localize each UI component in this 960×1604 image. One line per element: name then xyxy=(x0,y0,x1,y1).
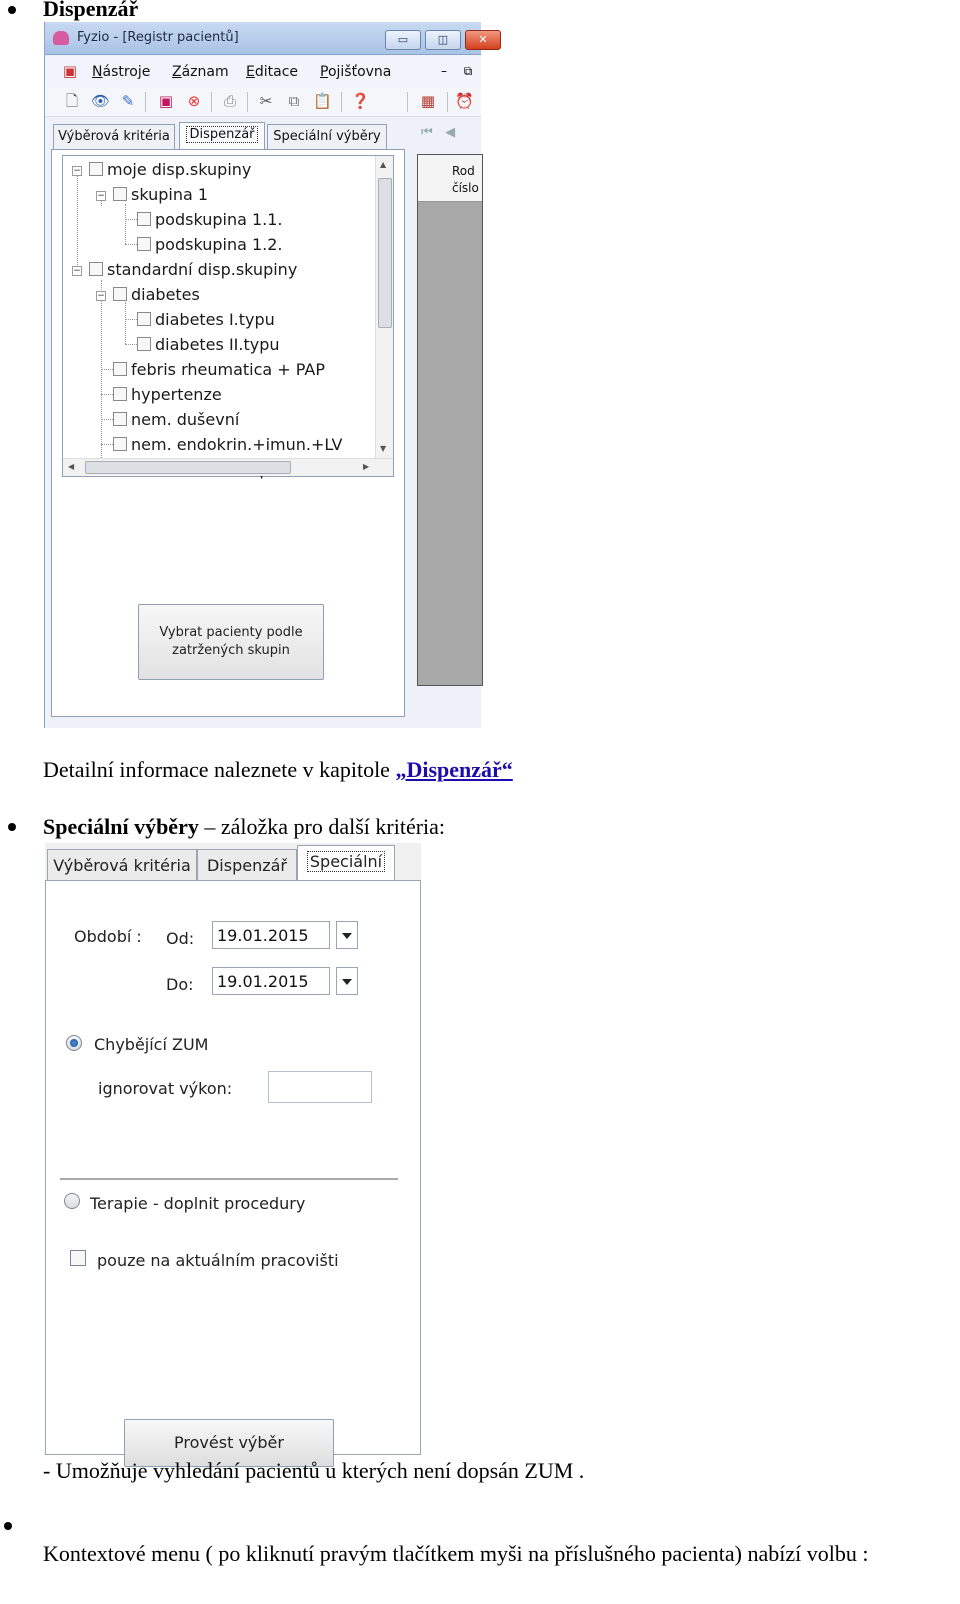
tree-item-label: skupina 1 xyxy=(131,185,209,204)
checkbox-icon[interactable] xyxy=(113,362,127,376)
new-document-icon[interactable]: 🗋 xyxy=(65,92,79,110)
tree-item[interactable] xyxy=(137,334,280,359)
app-menu-icon[interactable]: ▣ xyxy=(62,62,78,80)
toolbar-separator xyxy=(247,92,248,112)
bullet xyxy=(8,823,16,831)
criteria-tabs xyxy=(53,122,413,150)
tab-dispenzar[interactable]: Dispenzář xyxy=(197,849,297,881)
tree-item-label: hypertenze xyxy=(131,385,222,404)
criteria-tabs xyxy=(45,843,421,881)
context-menu-text: Kontextové menu ( po kliknutí pravým tlačítkem myši na příslušného pacienta) nabízí volbu : xyxy=(43,1541,869,1566)
window-title: Fyzio - [Registr pacientů] xyxy=(77,30,239,45)
date-from-field[interactable]: 19.01.2015 xyxy=(212,921,330,949)
checkbox-icon[interactable] xyxy=(113,387,127,401)
tree-line xyxy=(125,219,137,220)
scroll-up-icon[interactable]: ▲ xyxy=(380,160,387,169)
missing-zum-radio[interactable] xyxy=(66,1035,82,1051)
heading-rest: – záložka pro další kritéria: xyxy=(198,814,446,839)
tree-line xyxy=(101,444,113,445)
toolbar-separator xyxy=(341,92,342,112)
tree-item-label: podskupina 1.2. xyxy=(155,235,283,254)
note-text: - Umožňuje vyhledání pacientů u kterých není dopsán ZUM . xyxy=(43,1458,585,1483)
checkbox-icon[interactable] xyxy=(113,187,127,201)
checkbox-icon[interactable] xyxy=(137,212,151,226)
tree-line xyxy=(101,394,113,395)
scroll-right-icon[interactable]: ▶ xyxy=(363,462,370,471)
tree-item-label: podskupina 1.1. xyxy=(155,210,283,229)
current-workplace-label[interactable]: pouze na aktuálním pracovišti xyxy=(97,1251,339,1270)
title-bar xyxy=(45,22,488,55)
tree-item-label: nem. duševní xyxy=(131,410,240,429)
restore-icon[interactable]: ◫ xyxy=(425,30,461,50)
cancel-icon[interactable]: ⊗ xyxy=(187,92,201,110)
tree-line xyxy=(101,369,113,370)
save-icon[interactable]: ▣ xyxy=(158,92,174,110)
tree-line xyxy=(101,280,102,476)
tree-line xyxy=(125,244,137,245)
therapy-label[interactable]: Terapie - doplnit procedury xyxy=(90,1194,306,1213)
collapse-icon[interactable]: − xyxy=(97,291,105,301)
date-from-dropdown-icon[interactable] xyxy=(336,921,358,949)
tree-item[interactable] xyxy=(113,184,208,209)
mdi-minimize-icon[interactable]: – xyxy=(441,64,447,78)
menu-pojistovna[interactable]: Pojišťovna xyxy=(320,64,392,80)
checkbox-icon[interactable] xyxy=(89,162,103,176)
date-to-label: Do: xyxy=(166,975,194,994)
help-icon[interactable]: ❓ xyxy=(351,92,370,110)
dispenzar-chapter-link[interactable]: „Dispenzář“ xyxy=(395,757,513,782)
scroll-thumb[interactable] xyxy=(378,178,392,328)
tree-item[interactable] xyxy=(113,384,222,409)
collapse-icon[interactable]: − xyxy=(73,266,81,276)
select-patients-label: Vybrat pacienty podle zatržených skupin xyxy=(159,625,303,658)
tree-item[interactable] xyxy=(113,409,239,434)
vertical-scrollbar[interactable] xyxy=(375,156,393,459)
tree-item[interactable] xyxy=(113,284,200,309)
tree-item-label: nem. endokrin.+imun.+LV xyxy=(131,435,343,454)
checkbox-icon[interactable] xyxy=(89,262,103,276)
close-icon[interactable]: ✕ xyxy=(465,30,501,50)
date-from-label: Od: xyxy=(166,929,195,948)
calendar-icon[interactable]: ▦ xyxy=(420,92,436,110)
toolbar-separator xyxy=(145,92,146,112)
app-logo-icon xyxy=(53,31,69,45)
date-to-dropdown-icon[interactable] xyxy=(336,967,358,995)
tab-specialni-vybery[interactable]: Speciální výběry xyxy=(267,124,387,149)
date-to-field[interactable]: 19.01.2015 xyxy=(212,967,330,995)
missing-zum-label[interactable]: Chybějící ZUM xyxy=(94,1035,209,1054)
toolbar-separator xyxy=(407,92,408,112)
print-icon[interactable]: ⎙ xyxy=(223,92,236,110)
tree-item[interactable] xyxy=(137,209,283,234)
menu-zaznam[interactable]: Záznam xyxy=(172,64,229,80)
checkbox-icon[interactable] xyxy=(137,237,151,251)
checkbox-icon[interactable] xyxy=(113,437,127,451)
tab-specialni[interactable]: Speciální xyxy=(297,845,395,881)
tree-item[interactable] xyxy=(113,434,343,459)
current-workplace-checkbox[interactable] xyxy=(70,1250,86,1266)
separator xyxy=(60,1178,398,1181)
collapse-icon[interactable]: − xyxy=(73,166,81,176)
toolbar-separator xyxy=(447,92,448,112)
minimize-icon[interactable]: ▭ xyxy=(385,30,421,50)
collapse-icon[interactable]: − xyxy=(97,191,105,201)
alarm-clock-icon[interactable]: ⏰ xyxy=(455,92,474,110)
tree-line xyxy=(125,319,137,320)
mdi-restore-icon[interactable]: ⧉ xyxy=(463,64,473,78)
tab-dispenzar[interactable]: Dispenzář xyxy=(179,122,265,150)
copy-icon[interactable]: ⧉ xyxy=(288,92,300,110)
checkbox-icon[interactable] xyxy=(137,312,151,326)
checkbox-icon[interactable] xyxy=(113,287,127,301)
ignore-procedure-label: ignorovat výkon: xyxy=(98,1079,233,1098)
heading-bold: Speciální výběry xyxy=(43,814,199,839)
tree-line xyxy=(125,344,137,345)
column-header-rodne-cislo[interactable]: Rod číslo xyxy=(452,164,479,195)
tree-item-label: diabetes II.typu xyxy=(155,335,280,354)
tree-item[interactable] xyxy=(137,309,275,334)
tree-line xyxy=(77,171,78,273)
scroll-left-icon[interactable]: ◀ xyxy=(68,462,75,471)
detail-info-text xyxy=(43,757,513,783)
edit-pencil-icon[interactable]: ✎ xyxy=(121,92,135,110)
ignore-procedure-input[interactable] xyxy=(268,1071,372,1103)
run-selection-button[interactable]: Provést výběr xyxy=(124,1419,334,1467)
dispensary-group-tree[interactable] xyxy=(62,155,394,477)
paste-icon[interactable]: 📋 xyxy=(313,92,332,110)
grid-header xyxy=(418,155,482,202)
checkbox-icon[interactable] xyxy=(113,412,127,426)
tree-item-label: diabetes I.typu xyxy=(155,310,275,329)
tree-item[interactable] xyxy=(89,259,297,284)
tree-line xyxy=(125,204,126,244)
scroll-thumb[interactable] xyxy=(85,461,291,474)
tab-vyberova-kriteria[interactable]: Výběrová kritéria xyxy=(53,124,175,149)
menu-nastroje[interactable]: Nástroje xyxy=(92,64,151,80)
select-patients-button[interactable] xyxy=(138,604,324,680)
menu-editace[interactable]: Editace xyxy=(246,64,299,80)
horizontal-scrollbar[interactable] xyxy=(63,458,393,476)
tree-item-label: standardní disp.skupiny xyxy=(107,260,298,279)
dispenzar-panel xyxy=(51,149,405,717)
therapy-radio[interactable] xyxy=(64,1193,80,1209)
section-heading-dispenzar: Dispenzář xyxy=(43,0,139,21)
record-nav-arrows[interactable]: ⏮ ◀ xyxy=(421,125,456,140)
patient-grid[interactable] xyxy=(417,154,483,686)
menu-bar xyxy=(45,56,481,86)
tree-item[interactable] xyxy=(137,234,283,259)
detail-info-prefix: Detailní informace naleznete v kapitole xyxy=(43,757,396,782)
tree-line xyxy=(101,419,113,420)
tab-vyberova-kriteria[interactable]: Výběrová kritéria xyxy=(47,849,197,881)
toolbar-separator xyxy=(211,92,212,112)
section-heading-specialni-vybery xyxy=(43,814,445,840)
tree-item-label: febris rheumatica + PAP xyxy=(131,360,326,379)
period-label: Období : xyxy=(74,927,142,946)
special-panel xyxy=(45,880,421,1455)
view-icon[interactable]: 👁 xyxy=(91,92,111,110)
bullet xyxy=(8,6,16,14)
tree-item-label: diabetes xyxy=(131,285,200,304)
scroll-down-icon[interactable]: ▼ xyxy=(380,444,387,453)
special-selection-window xyxy=(45,843,421,1455)
bullet xyxy=(4,1522,12,1530)
checkbox-icon[interactable] xyxy=(137,337,151,351)
tree-item-label: moje disp.skupiny xyxy=(107,160,252,179)
registr-window xyxy=(44,22,488,728)
toolbar xyxy=(45,86,481,117)
tree-item[interactable] xyxy=(89,159,251,184)
tree-item[interactable] xyxy=(113,359,325,384)
cut-icon[interactable]: ✂ xyxy=(259,92,273,110)
